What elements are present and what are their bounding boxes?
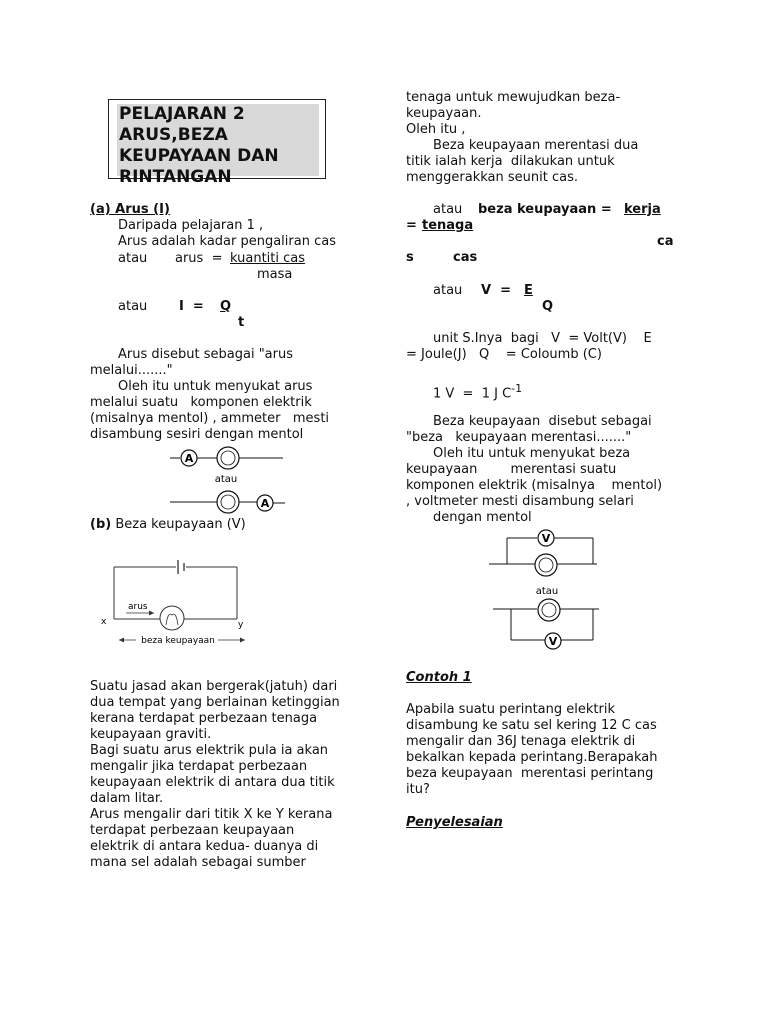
text-line: unit S.Inya bagi V = Volt(V) E — [433, 331, 652, 346]
text-line: dengan mentol — [433, 510, 532, 525]
bulb-symbol-2 — [217, 491, 239, 513]
text-line: Arus disebut sebagai "arus — [118, 347, 293, 362]
unit-relation-base: 1 V = 1 J C — [433, 386, 512, 402]
text-line: melalui suatu komponen elektrik — [90, 395, 312, 410]
text-line: komponen elektrik (misalnya mentol) — [406, 478, 663, 493]
formula-lhs: I = — [179, 299, 204, 314]
section-b-label: (b) — [90, 517, 112, 532]
voltmeter-circuit-diagram — [485, 526, 605, 656]
formula-lhs: V = — [481, 283, 512, 298]
text-line: Beza keupayaan disebut sebagai — [433, 414, 652, 429]
text-line: disambung sesiri dengan mentol — [90, 427, 304, 442]
text-line: bekalkan kepada perintang.Berapakah — [406, 750, 658, 765]
lesson-title — [117, 104, 319, 187]
text-line: dua tempat yang berlainan ketinggian — [90, 695, 340, 710]
contoh-heading: Contoh 1 — [406, 670, 472, 685]
text-line: Oleh itu untuk menyukat beza — [433, 446, 631, 461]
atau-label: atau — [535, 586, 559, 597]
formula-lhs: beza keupayaan = — [478, 202, 612, 217]
text-line: Bagi suatu arus elektrik pula ia akan — [90, 743, 329, 758]
bulb-symbol-2 — [538, 599, 560, 621]
formula-denominator: s — [406, 250, 414, 265]
text-line: itu? — [406, 782, 430, 797]
text-line: Apabila suatu perintang elektrik — [406, 702, 615, 717]
text-line: elektrik di antara kedua- duanya di — [90, 839, 319, 854]
formula-eq: = — [406, 218, 417, 233]
atau-label: atau — [214, 474, 238, 485]
text-line: Oleh itu , — [406, 122, 466, 137]
text-line: kerana terdapat perbezaan tenaga — [90, 711, 318, 726]
bulb-symbol-1 — [217, 447, 239, 469]
beza-keupayaan-label: beza keupayaan — [141, 636, 215, 646]
text-line: arus = — [175, 251, 223, 266]
ammeter-circuit-diagram — [165, 440, 295, 515]
potential-difference-circuit — [98, 555, 258, 650]
text-line: mana sel adalah sebagai sumber — [90, 855, 306, 870]
ammeter-label: A — [260, 497, 270, 510]
point-y-label: y — [238, 620, 244, 630]
text-line: Arus adalah kadar pengaliran cas — [118, 234, 336, 249]
section-b-text: Beza keupayaan (V) — [111, 517, 246, 532]
formula-numerator: E — [524, 283, 533, 298]
formula-denominator: masa — [257, 267, 293, 282]
text-line: terdapat perbezaan keupayaan — [90, 823, 295, 838]
text-line: tenaga untuk mewujudkan beza- — [406, 90, 621, 105]
text-line: (misalnya mentol) , ammeter mesti — [90, 411, 330, 426]
arus-label: arus — [128, 602, 148, 612]
text-line: "beza keupayaan merentasi......." — [406, 430, 632, 445]
formula-denominator: ca — [657, 234, 674, 249]
formula-numerator: kuantiti cas — [230, 251, 306, 266]
text-line: Beza keupayaan merentasi dua — [433, 138, 639, 153]
formula-denominator: Q — [542, 299, 554, 314]
text-line: melalui......." — [90, 363, 173, 378]
formula-numerator: tenaga — [422, 218, 474, 233]
text-line: keupayaan elektrik di antara dua titik — [90, 775, 335, 790]
text-line: titik ialah kerja dilakukan untuk — [406, 154, 615, 169]
formula-numerator: Q — [220, 299, 232, 314]
text-line: atau — [118, 299, 148, 314]
text-line: = Joule(J) Q = Coloumb (C) — [406, 347, 602, 362]
unit-relation-exponent: -1 — [511, 382, 523, 395]
bulb-symbol-1 — [535, 554, 557, 576]
text-line: Suatu jasad akan bergerak(jatuh) dari — [90, 679, 338, 694]
formula-numerator: kerja — [624, 202, 661, 217]
text-line: beza keupayaan merentasi perintang — [406, 766, 654, 781]
formula-denominator: t — [238, 315, 245, 330]
section-b-heading — [90, 517, 246, 533]
title-line-1: PELAJARAN 2 — [119, 104, 245, 124]
lesson-title-box — [108, 99, 326, 187]
text-line: mengalir dan 36J tenaga elektrik di — [406, 734, 636, 749]
text-line: atau — [433, 283, 463, 298]
section-a-heading: (a) Arus (I) — [90, 202, 170, 217]
formula-denominator: cas — [453, 250, 478, 265]
title-line-2: ARUS,BEZA — [119, 125, 228, 145]
title-line-3: KEUPAYAAN DAN — [119, 146, 279, 166]
text-line: Oleh itu untuk menyukat arus — [118, 379, 313, 394]
voltmeter-label: V — [541, 532, 551, 545]
text-line: atau — [433, 202, 463, 217]
text-line: Daripada pelajaran 1 , — [118, 218, 264, 233]
penyelesaian-heading: Penyelesaian — [406, 815, 503, 830]
text-line: mengalir jika terdapat perbezaan — [90, 759, 308, 774]
text-line: menggerakkan seunit cas. — [406, 170, 578, 185]
bulb-symbol — [160, 606, 184, 630]
ammeter-label: A — [184, 452, 194, 465]
title-line-4: RINTANGAN — [119, 167, 232, 187]
text-line: , voltmeter mesti disambung selari — [406, 494, 634, 509]
text-line: disambung ke satu sel kering 12 C cas — [406, 718, 657, 733]
text-line: keupayaan merentasi suatu — [406, 462, 617, 477]
text-line: dalam litar. — [90, 791, 164, 806]
point-x-label: x — [101, 617, 107, 627]
voltmeter-label: V — [548, 635, 558, 648]
text-line: Arus mengalir dari titik X ke Y kerana — [90, 807, 333, 822]
text-line: keupayaan. — [406, 106, 482, 121]
unit-relation — [433, 381, 522, 403]
text-line: atau — [118, 251, 148, 266]
text-line: keupayaan graviti. — [90, 727, 212, 742]
